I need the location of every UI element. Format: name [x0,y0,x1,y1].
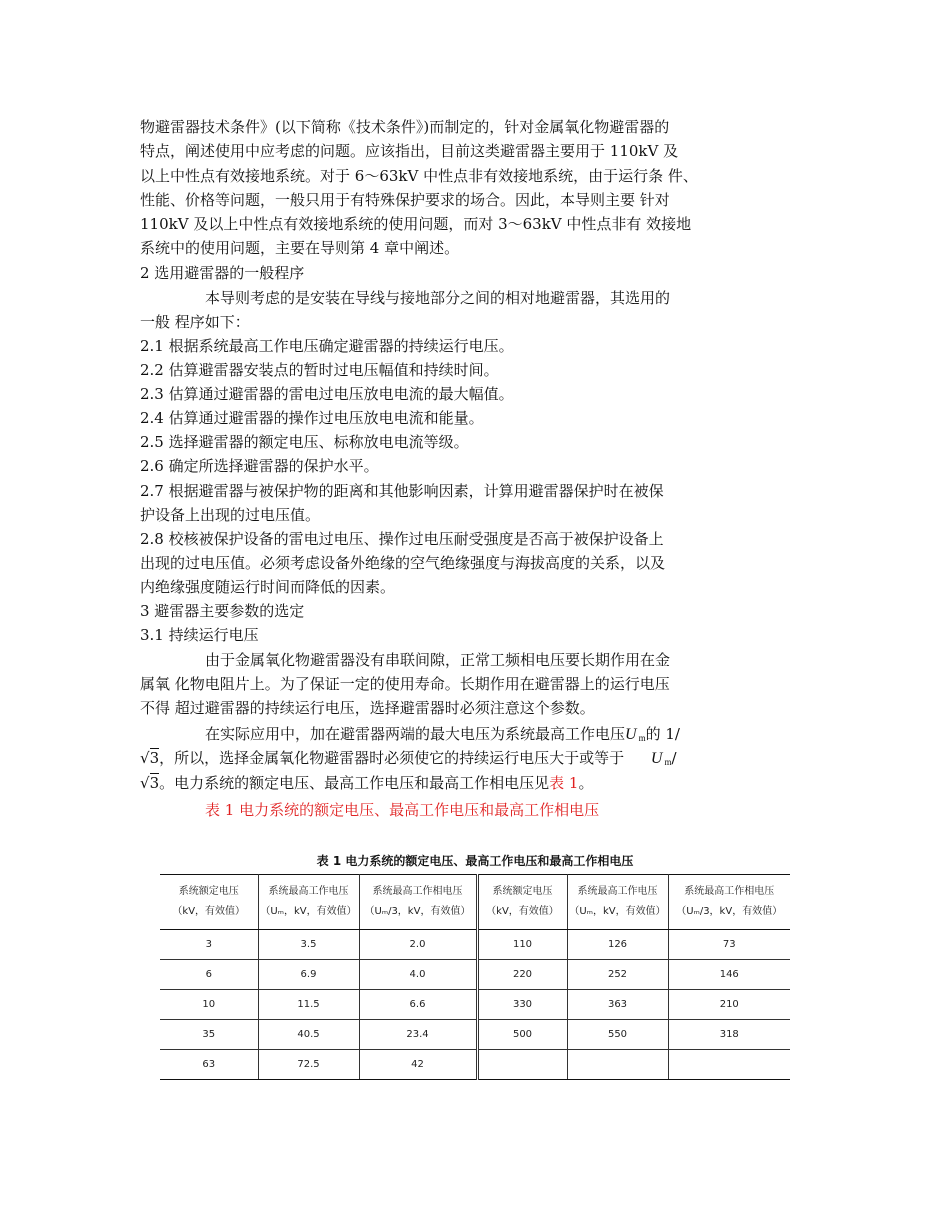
table-cell: 550 [567,1020,668,1050]
header-cell: 系统最高工作电压 （Uₘ，kV，有效值） [258,875,359,930]
list-item: 2.7 根据避雷器与被保护物的距离和其他影响因素，计算用避雷器保护时在被保 [140,482,664,500]
text-line: 特点，阐述使用中应考虑的问题。应该指出，目前这类避雷器主要用于 110kV 及 [140,142,679,160]
um-symbol [625,726,646,743]
table-cell: 63 [160,1050,258,1080]
text-line [205,724,680,748]
text-segment: 。电力系统的额定电压、最高工作电压和最高工作相电压见 [159,774,550,792]
header-cell: 系统最高工作电压 （Uₘ，kV，有效值） [567,875,668,930]
section-heading: 3 避雷器主要参数的选定 [140,602,305,620]
table-cell: 110 [477,930,567,960]
sqrt-sign: √ [140,774,150,792]
list-item: 2.2 估算避雷器安装点的暂时过电压幅值和持续时间。 [140,361,499,379]
list-item: 2.5 选择避雷器的额定电压、标称放电电流等级。 [140,433,469,451]
text-line: 110kV 及以上中性点有效接地系统的使用问题，而对 3～63kV 中性点非有 效接地 [140,215,692,233]
list-item: 2.3 估算通过避雷器的雷电过电压放电电流的最大幅值。 [140,385,514,403]
list-item: 2.1 根据系统最高工作电压确定避雷器的持续运行电压。 [140,337,514,355]
table-cell: 40.5 [258,1020,359,1050]
table-cell: 318 [668,1020,790,1050]
header-cell: 系统额定电压 （kV，有效值） [160,875,258,930]
table-cell: 6 [160,960,258,990]
list-item: 2.8 校核被保护设备的雷电过电压、操作过电压耐受强度是否高于被保护设备上 [140,530,664,548]
subsection-heading: 3.1 持续运行电压 [140,626,259,644]
table-link[interactable]: 表 1 [549,774,579,792]
um-subscript: m [638,733,646,743]
text-line: 性能、价格等问题，一般只用于有特殊保护要求的场合。因此，本导则主要 针对 [140,191,670,209]
text-segment: 。 [578,774,594,792]
text-line: 由于金属氧化物避雷器没有串联间隙，正常工频相电压要长期作用在金 [205,651,671,669]
table-cell [477,1050,567,1080]
table-row [160,930,790,960]
table-cell: 330 [477,990,567,1020]
voltage-table [160,874,790,1080]
um-subscript: m [664,757,672,767]
table-cell: 220 [477,960,567,990]
text-line [140,773,593,793]
table-cell: 6.9 [258,960,359,990]
table-title: 表 1 电力系统的额定电压、最高工作电压和最高工作相电压 [316,854,634,868]
table-cell: 4.0 [359,960,477,990]
table-cell: 126 [567,930,668,960]
table-row [160,990,790,1020]
table-cell: 363 [567,990,668,1020]
text-segment: ，所以，选择金属氧化物避雷器时必须使它的持续运行电压大于或等于 [159,749,625,767]
table-cell: 10 [160,990,258,1020]
text-line: 本导则考虑的是安装在导线与接地部分之间的相对地避雷器，其选用的 [205,289,671,307]
table-caption: 表 1 电力系统的额定电压、最高工作电压和最高工作相电压 [205,801,600,819]
table-cell: 146 [668,960,790,990]
um-letter: U [625,726,637,743]
table-cell: 72.5 [258,1050,359,1080]
um-letter: U [650,750,663,767]
table-cell: 3 [160,930,258,960]
header-cell: 系统最高工作相电压 （Uₘ/3，kV，有效值） [668,875,790,930]
table-cell: 11.5 [258,990,359,1020]
sqrt-radicand: 3 [149,774,160,792]
table-cell: 35 [160,1020,258,1050]
text-line: 内绝缘强度随运行时间而降低的因素。 [140,578,396,596]
header-cell: 系统最高工作相电压 （Uₘ/3，kV，有效值） [359,875,477,930]
table-header-row [160,875,790,930]
table-cell: 6.6 [359,990,477,1020]
text-line: 护设备上出现的过电压值。 [140,506,321,524]
table-cell: 42 [359,1050,477,1080]
list-item: 2.6 确定所选择避雷器的保护水平。 [140,457,379,475]
text-line: 系统中的使用问题，主要在导则第 4 章中阐述。 [140,239,460,257]
section-heading: 2 选用避雷器的一般程序 [140,264,305,282]
sqrt-radicand: 3 [149,749,160,767]
table-cell [668,1050,790,1080]
text-segment: 的 1/ [645,725,680,743]
text-line: 以上中性点有效接地系统。对于 6～63kV 中性点非有效接地系统，由于运行条 件、 [140,167,698,185]
list-item: 2.4 估算通过避雷器的操作过电压放电电流和能量。 [140,409,484,427]
table-row [160,1020,790,1050]
text-segment: 在实际应用中，加在避雷器两端的最大电压为系统最高工作电压 [205,725,626,743]
table-cell: 252 [567,960,668,990]
table-cell: 2.0 [359,930,477,960]
sqrt-sign: √ [140,749,150,767]
table-cell: 500 [477,1020,567,1050]
table-cell [567,1050,668,1080]
text-line: 一般 程序如下： [140,313,250,331]
um-symbol [651,750,672,767]
slash: / [671,749,677,767]
text-line: 出现的过电压值。必须考虑设备外绝缘的空气绝缘强度与海拔高度的关系，以及 [140,554,666,572]
table-row [160,1050,790,1080]
table-cell: 23.4 [359,1020,477,1050]
table-row [160,960,790,990]
text-line [140,748,677,772]
table-cell: 210 [668,990,790,1020]
text-line: 不得 超过避雷器的持续运行电压，选择避雷器时必须注意这个参数。 [140,699,595,717]
table-cell: 3.5 [258,930,359,960]
table-cell: 73 [668,930,790,960]
text-line: 物避雷器技术条件》(以下简称《技术条件》)而制定的，针对金属氧化物避雷器的 [140,118,670,136]
header-cell: 系统额定电压 （kV，有效值） [477,875,567,930]
text-line: 属氧 化物电阻片上。为了保证一定的使用寿命。长期作用在避雷器上的运行电压 [140,675,670,693]
